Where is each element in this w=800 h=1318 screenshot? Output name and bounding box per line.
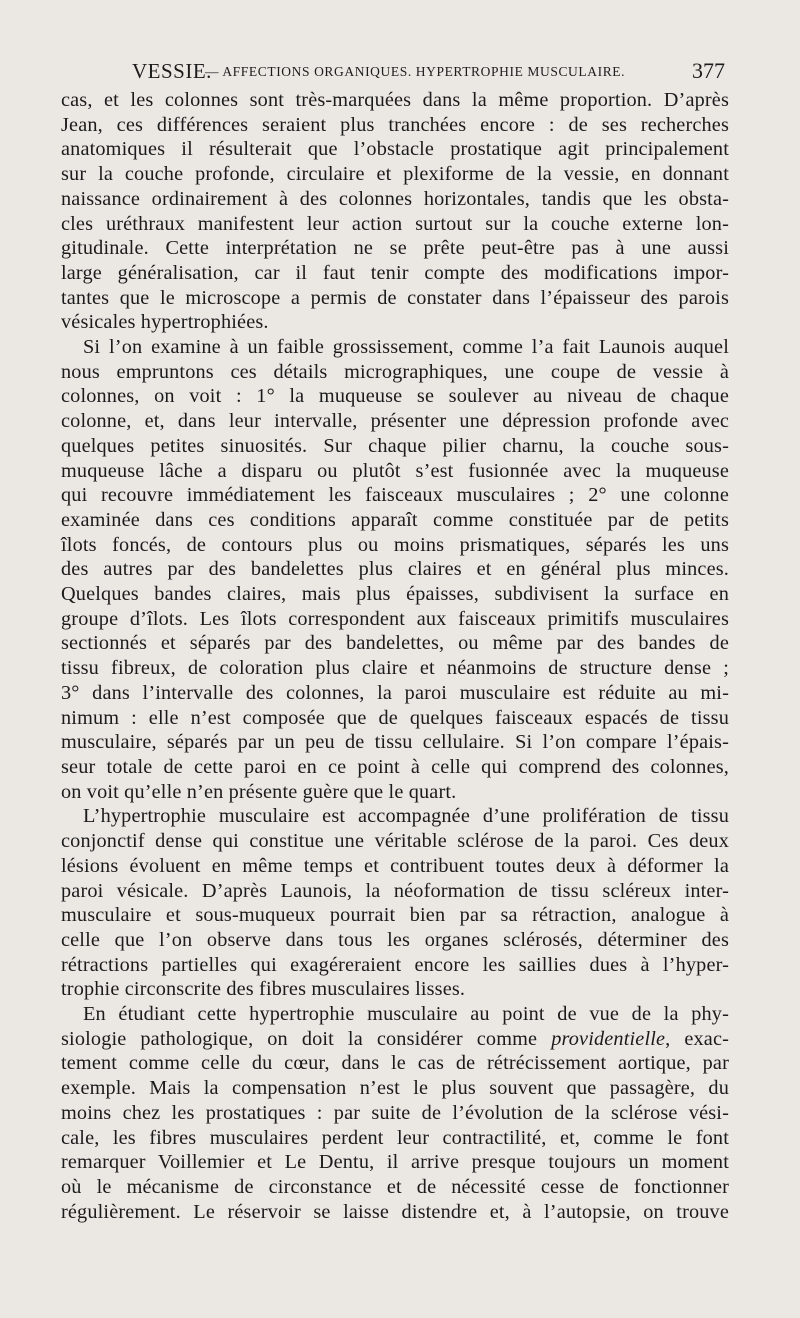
text-line: îlots foncés, de contours plus ou moins prismatiques, séparés les uns [61,533,729,556]
text-line: 3° dans l’intervalle des colonnes, la paroi musculaire est réduite au mi- [61,681,729,704]
header-topic: — AFFECTIONS ORGANIQUES. HYPERTROPHIE MUSCULAIRE. [205,64,626,79]
paragraph [61,804,729,1002]
text-line: des autres par des bandelettes plus claires et en général plus minces. [61,558,729,581]
text-line [61,1027,729,1052]
text-line: tissu fibreux, de coloration plus claire et néanmoins de structure dense ; [61,657,729,680]
text-line: colonne, et, dans leur intervalle, présenter une dépression profonde avec [61,410,729,433]
text-line: qui recouvre immédiatement les faisceaux musculaires ; 2° une colonne [61,484,729,507]
text-line: L’hypertrophie musculaire est accompagnée d’une prolifération de tissu [83,805,729,828]
paragraph [61,1002,729,1224]
text-line: colonnes, on voit : 1° la muqueuse se soulever au niveau de chaque [61,385,729,408]
paragraph [61,88,729,335]
text-line: nimum : elle n’est composée que de quelques faisceaux espacés de tissu [61,706,729,729]
text-line: Si l’on examine à un faible grossissement, comme l’a fait Launois auquel [83,336,729,359]
text-line: examinée dans ces conditions apparaît comme constituée par de petits [61,508,729,531]
text-line: on voit qu’elle n’en présente guère que le quart. [61,780,457,803]
text-line: remarquer Voillemier et Le Dentu, il arrive presque toujours un moment [61,1151,729,1174]
running-header [60,57,725,87]
page-number: 377 [692,58,725,83]
text-line: sectionnés et séparés par des bandelettes, ou même par des bandes de [61,632,729,655]
text-line: nous empruntons ces détails micrographiques, une coupe de vessie à [61,360,729,383]
text-line: cas, et les colonnes sont très-marquées dans la même proportion. D’après [61,89,729,111]
text-line: seur totale de cette paroi en ce point à celle qui comprend des colonnes, [61,755,729,778]
text-line: cles uréthraux manifestent leur action surtout sur la couche externe lon- [61,212,729,235]
text-line: tantes que le microscope a permis de constater dans l’épaisseur des parois [61,286,729,309]
text-line: gitudinale. Cette interprétation ne se prête peut-être pas à une aussi [61,237,729,260]
paragraph [61,335,729,804]
text-line: rétractions partielles qui exagéreraient encore les saillies dues à l’hyper- [61,953,729,976]
text-run: , exac- [665,1027,730,1050]
text-line: tement comme celle du cœur, dans le cas de rétrécissement aortique, par [61,1052,729,1075]
text-line: vésicales hypertrophiées. [61,311,269,334]
emphasized-word: providentielle [551,1027,666,1050]
text-line: sur la couche profonde, circulaire et plexiforme de la vessie, en donnant [61,163,729,186]
text-line: En étudiant cette hypertrophie musculaire au point de vue de la phy- [83,1003,729,1026]
text-line: groupe d’îlots. Les îlots correspondent aux faisceaux primitifs musculaires [61,607,729,630]
body-text [61,88,729,1224]
text-line: musculaire et sous-muqueux pourrait bien par sa rétraction, analogue à [61,904,729,927]
text-line: muqueuse lâche a disparu ou plutôt s’est fusionnée avec la muqueuse [61,459,729,482]
text-line: paroi vésicale. D’après Launois, la néoformation de tissu scléreux inter- [61,879,729,902]
header-section-title: VESSIE. [132,59,212,83]
text-line: trophie circonscrite des fibres musculaires lisses. [61,978,466,1001]
text-line: Quelques bandes claires, mais plus épaisses, subdivisent la surface en [61,583,729,606]
text-line: moins chez les prostatiques : par suite de l’évolution de la sclérose vési- [61,1101,729,1124]
text-line: exemple. Mais la compensation n’est le plus souvent que passagère, du [61,1077,729,1100]
text-line: où le mécanisme de circonstance et de nécessité cesse de fonctionner [61,1175,729,1198]
text-line: lésions évoluent en même temps et contribuent toutes deux à déformer la [61,854,729,877]
text-line: anatomiques il résulterait que l’obstacle prostatique agit principalement [61,138,729,161]
text-line: naissance ordinairement à des colonnes horizontales, tandis que les obsta- [61,187,729,210]
text-line: régulièrement. Le réservoir se laisse distendre et, à l’autopsie, on trouve [61,1200,729,1223]
text-run: siologie pathologique, on doit la considérer comme [61,1027,552,1050]
text-line: cale, les fibres musculaires perdent leur contractilité, et, comme le font [61,1126,729,1149]
text-line: celle que l’on observe dans tous les organes sclérosés, déterminer des [61,928,729,951]
text-line: Jean, ces différences seraient plus tranchées encore : de ses recherches [61,113,729,136]
text-line: musculaire, séparés par un peu de tissu cellulaire. Si l’on compare l’épais- [61,731,729,754]
text-line: quelques petites sinuosités. Sur chaque pilier charnu, la couche sous- [61,434,729,457]
text-line: conjonctif dense qui constitue une véritable sclérose de la paroi. Ces deux [61,830,729,853]
text-line: large généralisation, car il faut tenir compte des modifications impor- [61,261,729,284]
